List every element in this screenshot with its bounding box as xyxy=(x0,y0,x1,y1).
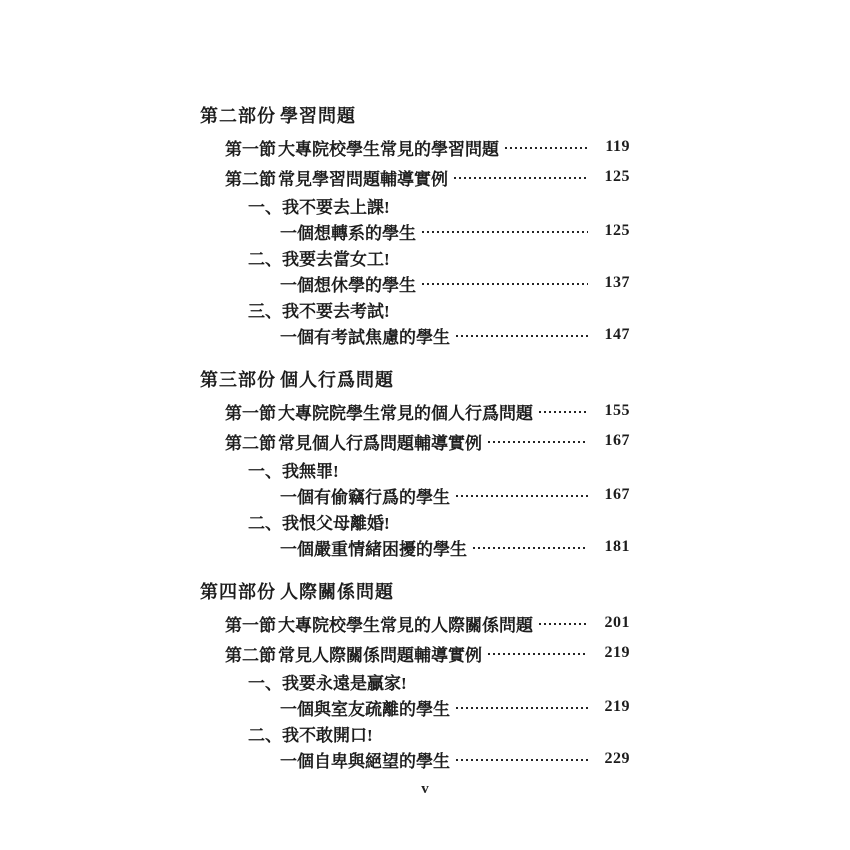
dot-leader xyxy=(456,495,588,497)
toc-section-entry xyxy=(200,162,630,192)
case-title-text: 二、我要去當女工! xyxy=(248,249,390,269)
toc-section-entry xyxy=(200,396,630,426)
dot-leader xyxy=(539,411,588,413)
toc-case-title xyxy=(200,720,630,746)
page-number: 181 xyxy=(604,538,630,555)
page-number: 229 xyxy=(604,750,630,767)
toc-case-subtitle xyxy=(200,694,630,720)
toc-case-title xyxy=(200,668,630,694)
part-title: 人際關係問題 xyxy=(280,582,394,602)
page-number: 125 xyxy=(604,168,630,185)
section-title: 常見人際關係問題輔導實例 xyxy=(278,645,482,665)
section-label: 第一節 xyxy=(225,615,276,635)
folio-page-number: v xyxy=(421,781,429,797)
section-title: 常見個人行爲問題輔導實例 xyxy=(278,433,482,453)
toc-part-heading xyxy=(200,574,630,608)
page-number: 219 xyxy=(604,698,630,715)
toc-section-entry xyxy=(200,132,630,162)
toc-case-title xyxy=(200,192,630,218)
section-label: 第一節 xyxy=(225,403,276,423)
toc-case-title xyxy=(200,456,630,482)
page-number: 155 xyxy=(604,402,630,419)
dot-leader xyxy=(505,147,588,149)
case-title-text: 一、我不要去上課! xyxy=(248,197,390,217)
toc-case-title xyxy=(200,296,630,322)
section-title: 大專院院學生常見的個人行爲問題 xyxy=(278,403,533,423)
section-label: 第二節 xyxy=(225,645,276,665)
section-label: 第二節 xyxy=(225,433,276,453)
page-number: 125 xyxy=(604,222,630,239)
dot-leader xyxy=(422,283,588,285)
part-title: 學習問題 xyxy=(280,106,356,126)
case-title-text: 一、我要永遠是贏家! xyxy=(248,673,407,693)
page-number: 137 xyxy=(604,274,630,291)
dot-leader xyxy=(422,231,588,233)
section-title: 大專院校學生常見的人際關係問題 xyxy=(278,615,533,635)
page-number: 201 xyxy=(604,614,630,631)
part-label: 第三部份 xyxy=(200,370,276,390)
toc-case-subtitle xyxy=(200,746,630,772)
toc-case-subtitle xyxy=(200,534,630,560)
dot-leader xyxy=(456,335,588,337)
case-title-text: 一、我無罪! xyxy=(248,461,339,481)
section-label: 第一節 xyxy=(225,139,276,159)
case-title-text: 三、我不要去考試! xyxy=(248,301,390,321)
page-number: 147 xyxy=(604,326,630,343)
section-title: 常見學習問題輔導實例 xyxy=(278,169,448,189)
toc-case-subtitle xyxy=(200,218,630,244)
section-label: 第二節 xyxy=(225,169,276,189)
case-title-text: 二、我恨父母離婚! xyxy=(248,513,390,533)
part-label: 第四部份 xyxy=(200,582,276,602)
toc-case-subtitle xyxy=(200,322,630,348)
page-number: 167 xyxy=(604,486,630,503)
case-subtitle-text: 一個想轉系的學生 xyxy=(280,223,416,243)
dot-leader xyxy=(473,547,588,549)
part-title: 個人行爲問題 xyxy=(280,370,394,390)
case-subtitle-text: 一個與室友疏離的學生 xyxy=(280,699,450,719)
case-subtitle-text: 一個嚴重情緒困擾的學生 xyxy=(280,539,467,559)
toc-case-subtitle xyxy=(200,270,630,296)
dot-leader xyxy=(539,623,588,625)
dot-leader xyxy=(488,441,588,443)
table-of-contents xyxy=(200,98,630,772)
page-number: 167 xyxy=(604,432,630,449)
toc-section-entry xyxy=(200,608,630,638)
part-label: 第二部份 xyxy=(200,106,276,126)
case-subtitle-text: 一個自卑與絕望的學生 xyxy=(280,751,450,771)
case-title-text: 二、我不敢開口! xyxy=(248,725,373,745)
page-number: 119 xyxy=(605,138,630,155)
toc-case-title xyxy=(200,508,630,534)
part-divider-space xyxy=(200,560,630,574)
case-subtitle-text: 一個有偷竊行爲的學生 xyxy=(280,487,450,507)
case-subtitle-text: 一個有考試焦慮的學生 xyxy=(280,327,450,347)
dot-leader xyxy=(454,177,588,179)
toc-section-entry xyxy=(200,638,630,668)
dot-leader xyxy=(488,653,588,655)
toc-case-title xyxy=(200,244,630,270)
toc-part-heading xyxy=(200,98,630,132)
toc-case-subtitle xyxy=(200,482,630,508)
page-number: 219 xyxy=(604,644,630,661)
dot-leader xyxy=(456,759,588,761)
part-divider-space xyxy=(200,348,630,362)
toc-part-heading xyxy=(200,362,630,396)
toc-section-entry xyxy=(200,426,630,456)
section-title: 大專院校學生常見的學習問題 xyxy=(278,139,499,159)
case-subtitle-text: 一個想休學的學生 xyxy=(280,275,416,295)
dot-leader xyxy=(456,707,588,709)
